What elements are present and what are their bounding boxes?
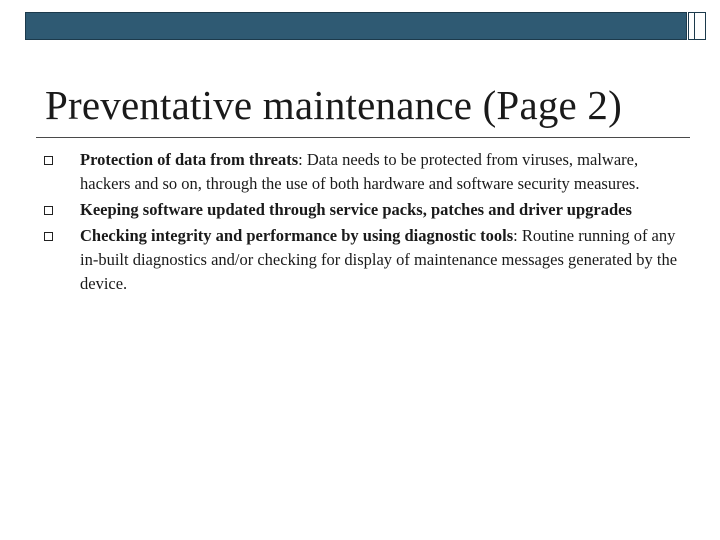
header-bar xyxy=(25,12,687,40)
square-bullet-icon xyxy=(44,232,53,241)
square-bullet-icon xyxy=(44,156,53,165)
bullet-item-diagnostics xyxy=(44,224,684,296)
square-bullet-icon xyxy=(44,206,53,215)
title-divider xyxy=(36,137,690,138)
bullet-heading: Checking integrity and performance by using diagnostic tools xyxy=(80,226,514,245)
bullet-heading: Keeping software updated through service packs, patches and driver upgrades xyxy=(80,200,632,219)
bullet-text: : Routine running of any in-built diagnostics and/or checking for display of maintenance messages generated by the device. xyxy=(80,226,678,293)
bullet-heading: Protection of data from threats xyxy=(80,150,299,169)
bullet-list xyxy=(44,148,684,298)
slide-title: Preventative maintenance (Page 2) xyxy=(45,82,622,128)
bullet-text: : Data needs to be protected from viruses, malware, hackers and so on, through the use of both hardware and software security measures. xyxy=(80,150,640,193)
bullet-item-data-protection xyxy=(44,148,684,196)
bullet-item-software-updates xyxy=(44,198,684,222)
header-corner-divider xyxy=(694,12,706,40)
